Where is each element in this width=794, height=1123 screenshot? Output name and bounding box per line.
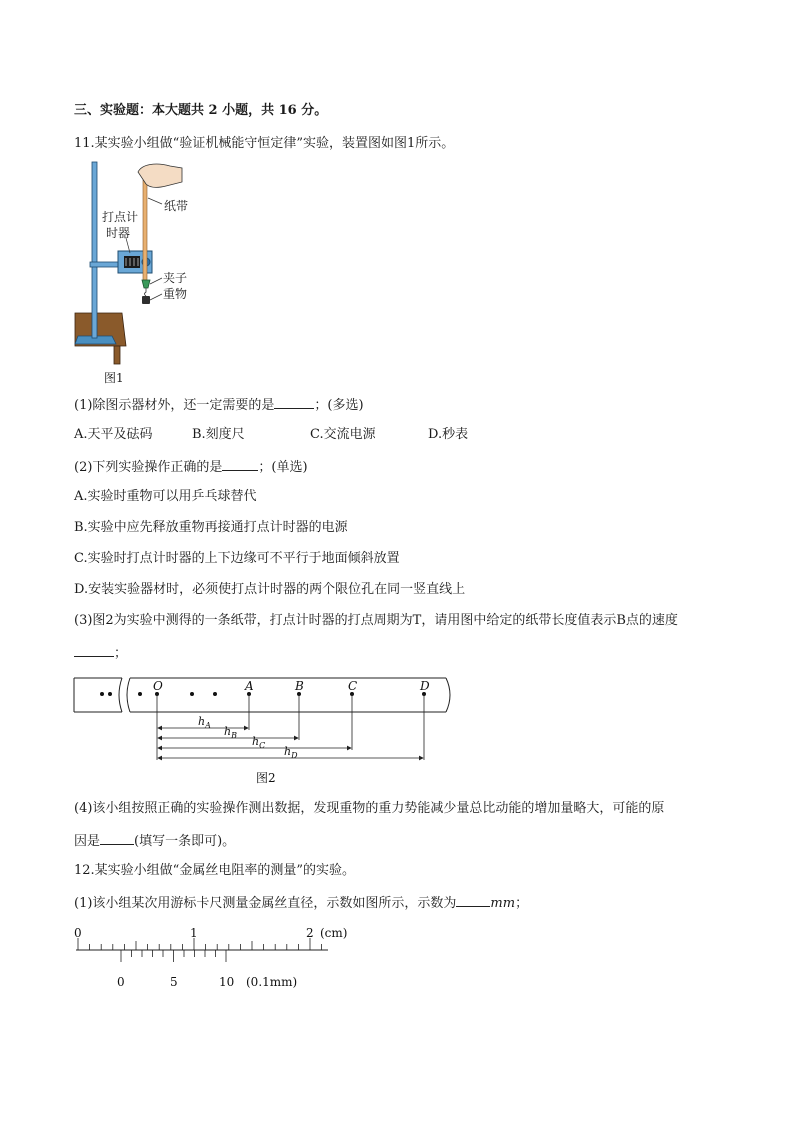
- question-12-stem: 12.某实验小组做“金属丝电阻率的测量”的实验。: [74, 863, 355, 878]
- label-clip: 夹子: [163, 271, 188, 285]
- option-b: B.刻度尺: [192, 427, 245, 442]
- vernier-caliper: [70, 922, 360, 996]
- label-timer-2: 时器: [106, 226, 131, 240]
- table-leg: [114, 346, 120, 364]
- answer-blank[interactable]: [456, 893, 490, 907]
- option-d: D.秒表: [428, 427, 469, 442]
- clip: [142, 280, 150, 288]
- label-tape: 纸带: [164, 199, 189, 213]
- vernier-unit: (0.1mm): [246, 975, 298, 989]
- q11-part4-line2: 因是 (填写一条即可)。: [74, 831, 235, 851]
- point-o-label: O: [153, 679, 163, 693]
- point-d-label: D: [420, 679, 430, 693]
- figure-1-caption: 图1: [104, 371, 124, 385]
- question-11-stem: 11.某实验小组做“验证机械能守恒定律”实验，装置图如图1所示。: [74, 136, 455, 151]
- q11-part2-option-d: D.安装实验器材时，必须使打点计时器的两个限位孔在同一竖直线上: [74, 582, 466, 597]
- option-a: A.天平及砝码: [74, 427, 153, 442]
- label-weight: 重物: [163, 287, 188, 301]
- q11-part2-option-a: A.实验时重物可以用乒乓球替代: [74, 489, 257, 504]
- weight: [142, 296, 150, 304]
- main-label-0: 0: [74, 926, 82, 940]
- paper-tape: [143, 180, 147, 280]
- q11-part1: (1)除图示器材外，还一定需要的是 ；(多选): [74, 395, 364, 415]
- length-hc-label: $h_C$: [252, 735, 266, 750]
- stand-rod: [92, 162, 97, 338]
- label-timer-1: 打点计: [102, 210, 139, 224]
- q11-part1-options: [74, 426, 468, 444]
- point-a-label: A: [245, 679, 254, 693]
- q11-part3: (3)图2为实验中测得的一条纸带，打点计时器的打点周期为T，请用图中给定的纸带长度值表示B点的速度: [74, 613, 678, 628]
- vernier-scale-ticks: [121, 950, 226, 962]
- answer-blank[interactable]: [100, 831, 134, 845]
- main-label-1: 1: [190, 926, 198, 940]
- vernier-label-10: 10: [219, 975, 235, 989]
- q11-part3-answer-line: ；: [74, 643, 127, 663]
- length-ha-label: $h_A$: [198, 715, 211, 730]
- main-scale-ticks: [78, 938, 322, 950]
- vernier-label-0: 0: [117, 975, 125, 989]
- q11-part4-line1: (4)该小组按照正确的实验操作测出数据，发现重物的重力势能减少量总比动能的增加量略大，可能的原: [74, 801, 665, 816]
- answer-blank[interactable]: [274, 395, 314, 409]
- vernier-label-5: 5: [170, 975, 178, 989]
- figure-2-tape: [70, 672, 460, 790]
- option-c: C.交流电源: [310, 427, 376, 442]
- q11-part2: (2)下列实验操作正确的是 ；(单选): [74, 457, 308, 477]
- q11-part2-option-b: B.实验中应先释放重物再接通打点计时器的电源: [74, 520, 348, 535]
- length-hb-label: $h_B$: [224, 725, 237, 740]
- figure-1-apparatus: [70, 158, 200, 388]
- length-hd-label: $h_D$: [284, 745, 298, 760]
- main-label-2: 2: [306, 926, 314, 940]
- answer-blank[interactable]: [222, 457, 258, 471]
- point-c-label: C: [348, 679, 358, 693]
- answer-blank[interactable]: [74, 643, 114, 657]
- section-heading: 三、实验题：本大题共 2 小题，共 16 分。: [74, 103, 328, 118]
- figure-2-caption: 图2: [256, 771, 276, 785]
- q12-part1: (1)该小组某次用游标卡尺测量金属丝直径，示数如图所示，示数为 mm；: [74, 893, 528, 913]
- q11-part2-option-c: C.实验时打点计时器的上下边缘可不平行于地面倾斜放置: [74, 551, 400, 566]
- point-b-label: B: [295, 679, 304, 693]
- main-unit: (cm): [320, 926, 348, 940]
